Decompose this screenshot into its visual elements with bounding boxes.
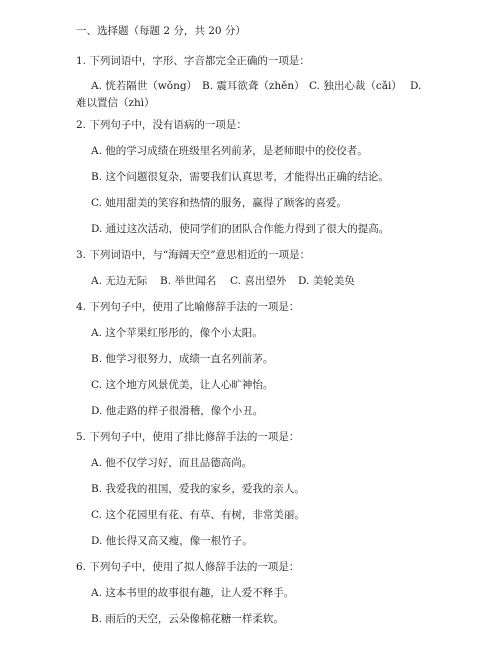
question-3-option-a: A. 无边无际 — [91, 275, 148, 287]
question-1-option-c: C. 独出心裁（cǎi） — [309, 80, 402, 92]
question-2-option-b: B. 这个问题很复杂，需要我们认真思考，才能得出正确的结论。 — [91, 171, 389, 183]
question-1-option-b: B. 震耳欲聋（zhěn） — [202, 80, 305, 92]
question-5-option-c: C. 这个花园里有花、有草、有树，非常美丽。 — [91, 509, 305, 521]
question-4-option-b: B. 他学习很努力，成绩一直名列前茅。 — [91, 353, 274, 365]
question-3-option-d: D. 美轮美奂 — [298, 275, 355, 287]
question-3-option-c: C. 喜出望外 — [230, 275, 287, 287]
question-4-stem: 4. 下列句子中，使用了比喻修辞手法的一项是： — [76, 301, 300, 313]
question-2-option-d: D. 通过这次活动，使同学们的团队合作能力得到了很大的提高。 — [91, 223, 390, 235]
question-2-stem: 2. 下列句子中，没有语病的一项是： — [76, 119, 247, 131]
question-1-stem: 1. 下列词语中，字形、字音都完全正确的一项是： — [76, 55, 310, 67]
question-2-option-a: A. 他的学习成绩在班级里名列前茅，是老师眼中的佼佼者。 — [91, 145, 368, 157]
question-1-option-d-text: 难以置信（zhì） — [76, 97, 155, 109]
question-1-option-d-label: D. — [410, 80, 422, 92]
question-5-option-d: D. 他长得又高又瘦，像一根竹子。 — [91, 535, 253, 547]
question-1-option-a: A. 恍若隔世（wǒng） — [91, 80, 198, 92]
question-2-option-c: C. 她用甜美的笑容和热情的服务，赢得了顾客的喜爱。 — [91, 197, 347, 209]
question-5-option-b: B. 我爱我的祖国，爱我的家乡，爱我的亲人。 — [91, 483, 305, 495]
question-4-option-c: C. 这个地方风景优美，让人心旷神怡。 — [91, 379, 274, 391]
section-title: 一、选择题（每题 2 分，共 20 分） — [76, 25, 246, 37]
question-3-option-b: B. 举世闻名 — [160, 275, 217, 287]
question-6-stem: 6. 下列句子中，使用了拟人修辞手法的一项是： — [76, 561, 300, 573]
question-5-option-a: A. 他不仅学习好，而且品德高尚。 — [91, 457, 253, 469]
question-6-option-b: B. 雨后的天空，云朵像棉花糖一样柔软。 — [91, 613, 284, 625]
question-4-option-d: D. 他走路的样子很滑稽，像个小丑。 — [91, 405, 264, 417]
question-4-option-a: A. 这个苹果红彤彤的，像个小太阳。 — [91, 327, 263, 339]
question-5-stem: 5. 下列句子中，使用了排比修辞手法的一项是： — [76, 431, 300, 443]
question-3-stem: 3. 下列词语中，与“海阔天空”意思相近的一项是： — [76, 249, 311, 261]
question-6-option-a: A. 这本书里的故事很有趣，让人爱不释手。 — [91, 587, 295, 599]
